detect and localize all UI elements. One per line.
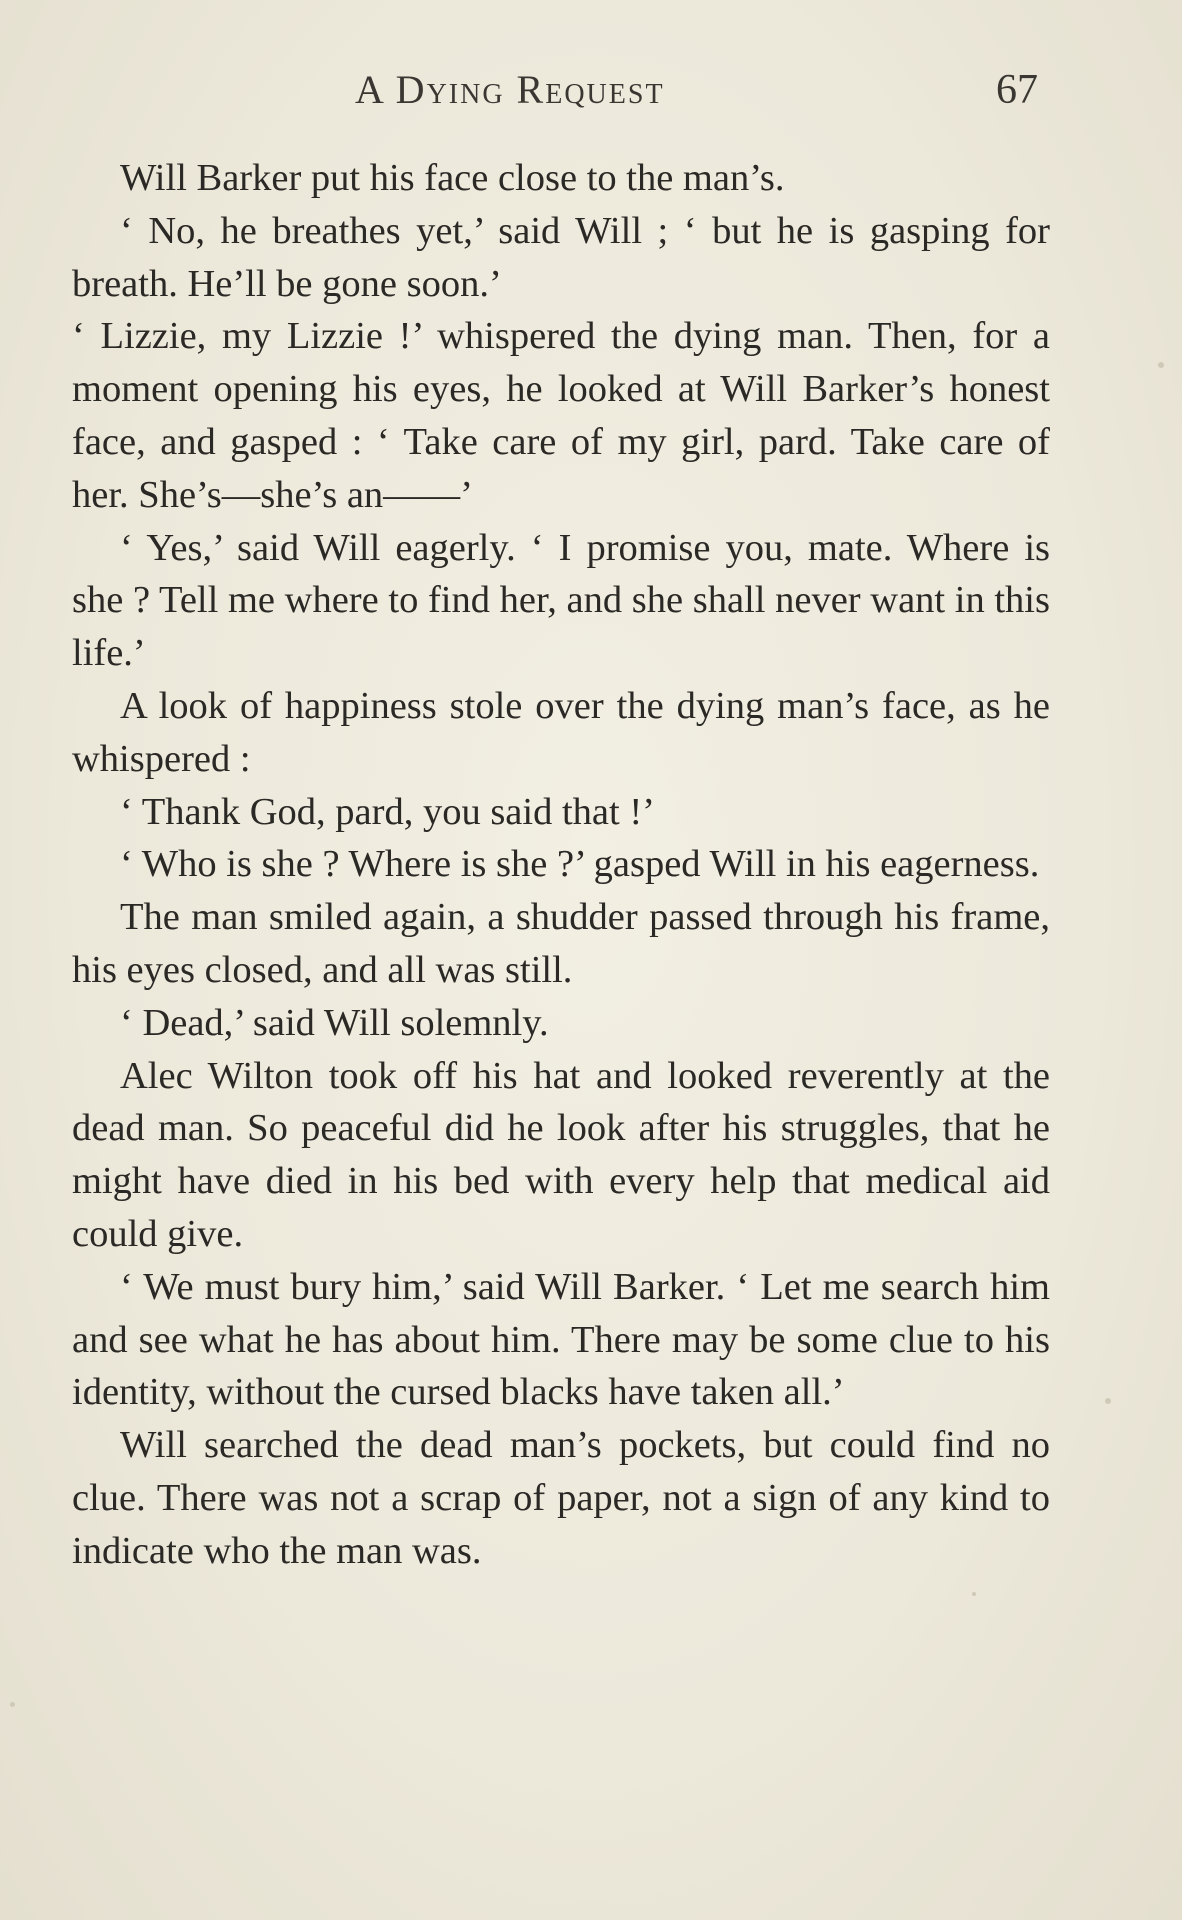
paragraph: The man smiled again, a shudder passed through his frame, his eyes closed, and all was still. <box>72 896 1050 991</box>
paper-speck <box>1158 362 1164 368</box>
paragraph: A look of happiness stole over the dying man’s face, as he whispered : <box>72 684 1050 780</box>
paragraph: Will searched the dead man’s pockets, but could find no clue. There was not a scrap of paper, not a sign of any kind to indicate who the man was. <box>72 1424 1050 1572</box>
paper-speck <box>972 1592 976 1596</box>
paragraph: ‘ No, he breathes yet,’ said Will ; ‘ but he is gasping for breath. He’ll be gone soon.’ <box>72 209 1050 305</box>
paragraph: ‘ We must bury him,’ said Will Barker. ‘ Let me search him and see what he has about him. There may be some clue to his identity, without the cursed blacks have taken all.’ <box>72 1265 1050 1414</box>
paragraph: ‘ Yes,’ said Will eagerly. ‘ I promise you, mate. Where is she ? Tell me where to find her, and she shall never want in this life.’ <box>72 526 1050 675</box>
paragraph: Alec Wilton took off his hat and looked reverently at the dead man. So peaceful did he look after his struggles, that he might have died in his bed with every help that medical aid could give. <box>72 1054 1050 1255</box>
body-text <box>72 152 1050 1578</box>
paragraph: ‘ Lizzie, my Lizzie !’ whispered the dying man. Then, for a moment opening his eyes, he looked at Will Barker’s honest face, and gasped : ‘ Take care of my girl, pard. Take care of her. She’s—she’s an——’ <box>72 315 1050 516</box>
paper-speck <box>1105 1398 1111 1404</box>
paragraph: ‘ Dead,’ said Will solemnly. <box>120 1001 549 1044</box>
paper-speck <box>10 1702 15 1707</box>
paragraph: Will Barker put his face close to the man’s. <box>120 157 785 199</box>
paragraph: ‘ Who is she ? Where is she ?’ gasped Will in his eagerness. <box>120 843 1040 886</box>
paragraph: ‘ Thank God, pard, you said that !’ <box>120 790 655 833</box>
page-number: 67 <box>996 67 1038 113</box>
running-title: A Dying Request <box>355 67 665 112</box>
